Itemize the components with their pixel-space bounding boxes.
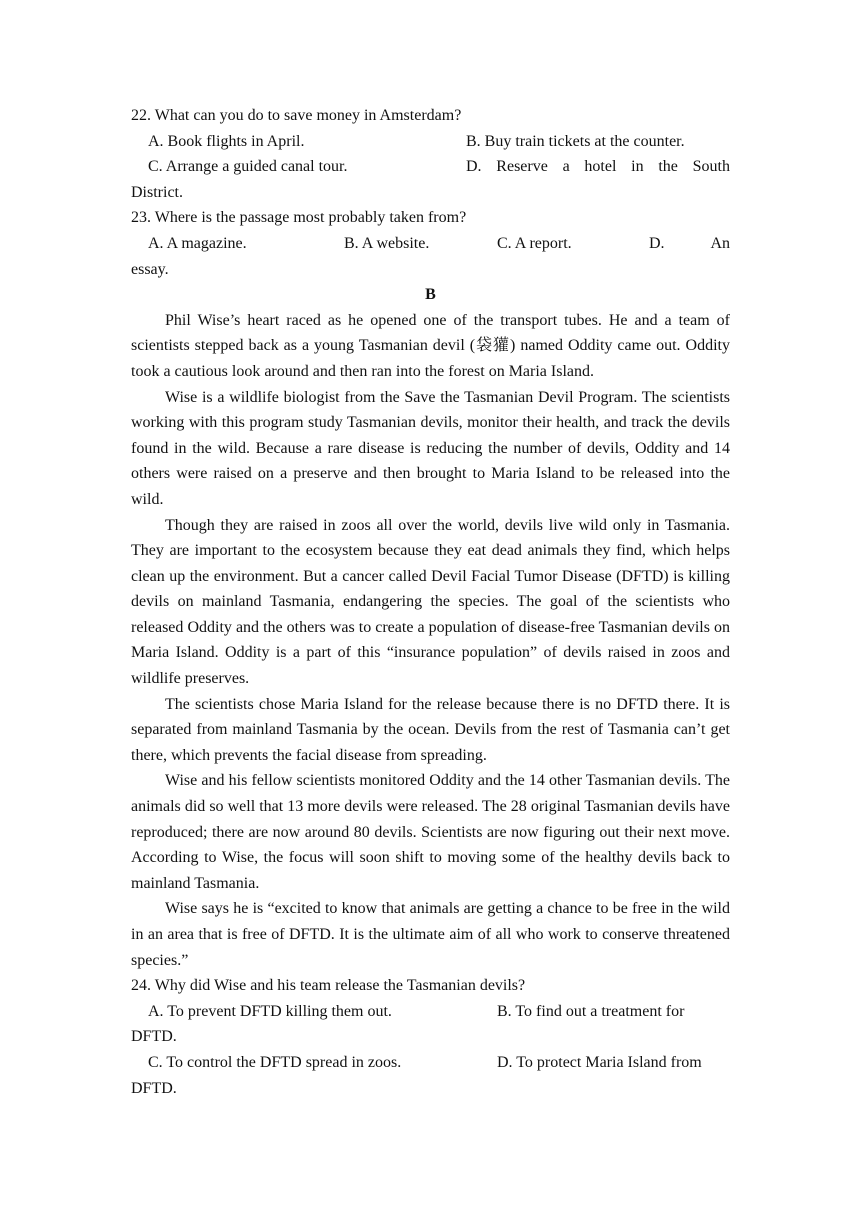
passage-paragraph-6: Wise says he is “excited to know that animals are getting a chance to be free in the wild in an area that is free of DFTD. It is the ultimate aim of all who work to conserve threatened species.” [131, 900, 730, 969]
passage-paragraph-2: Wise is a wildlife biologist from the Save the Tasmanian Devil Program. The scientists working with this program study Tasmanian devils, monitor their health, and track the devils found in the wild. Because a rare disease is reducing the number of devils, Oddity and 14 others were raised on a preserve and then brought to Maria Island to be released into the wild. [131, 388, 730, 508]
question-24-stem: 24. Why did Wise and his team release the Tasmanian devils? [131, 977, 526, 995]
passage-paragraph-3: Though they are raised in zoos all over the world, devils live wild only in Tasmania. They are important to the ecosystem because they eat dead animals they find, which helps clean up the environment. But a cancer called Devil Facial Tumor Disease (DFTD) is killing devils on mainland Tasmania, endangering the species. The goal of the scientists who released Oddity and the others was to create a population of disease-free Tasmanian devils on Maria Island. Oddity is a part of this “insurance population” of devils raised in zoos and wildlife preserves. [131, 516, 730, 688]
question-24-option-c[interactable]: C. To control the DFTD spread in zoos. [148, 1053, 402, 1071]
question-23-option-d[interactable]: D. [649, 234, 665, 252]
question-23-option-d-word: An [710, 234, 730, 252]
question-23-option-a[interactable]: A. A magazine. [148, 234, 247, 252]
question-22-options-row-2 [131, 154, 730, 180]
question-22-option-a[interactable]: A. Book flights in April. [148, 132, 305, 150]
question-22-option-c[interactable]: C. Arrange a guided canal tour. [148, 158, 348, 176]
question-24-option-b-continued: DFTD. [131, 1028, 177, 1046]
question-24-options-row-2 [131, 1050, 730, 1076]
question-22-options-row-1 [131, 129, 730, 155]
question-24-option-b[interactable]: B. To find out a treatment for [497, 1002, 685, 1020]
question-22-stem: 22. What can you do to save money in Amsterdam? [131, 107, 462, 124]
passage-paragraph-1: Phil Wise’s heart raced as he opened one of the transport tubes. He and a team of scientists stepped back as a young Tasmanian devil (袋獾) named Oddity came out. Oddity took a cautious look around and then ran into the forest on Maria Island. [131, 311, 730, 380]
question-23-stem: 23. Where is the passage most probably taken from? [131, 209, 467, 227]
exam-page [131, 103, 730, 1101]
question-24-option-d[interactable]: D. To protect Maria Island from [497, 1053, 702, 1071]
question-23-options-row [131, 231, 730, 257]
passage-paragraph-5: Wise and his fellow scientists monitored Oddity and the 14 other Tasmanian devils. The animals did so well that 13 more devils were released. The 28 original Tasmanian devils have reproduced; there are now around 80 devils. Scientists are now figuring out their next move. According to Wise, the focus will soon shift to moving some of the healthy devils back to mainland Tasmania. [131, 772, 730, 892]
question-22-option-b[interactable]: B. Buy train tickets at the counter. [466, 132, 685, 150]
question-22-option-d-continued: District. [131, 183, 183, 201]
question-23-option-c[interactable]: C. A report. [497, 234, 572, 252]
section-b-heading: B [425, 286, 436, 304]
passage-paragraph-4: The scientists chose Maria Island for the release because there is no DFTD there. It is separated from mainland Tasmania by the ocean. Devils from the rest of Tasmania can’t get there, which prevents the facial disease from spreading. [131, 695, 730, 764]
question-24-options-row-1 [131, 999, 730, 1025]
question-24-option-a[interactable]: A. To prevent DFTD killing them out. [148, 1002, 392, 1020]
question-24-option-d-continued: DFTD. [131, 1079, 177, 1097]
question-22-option-d[interactable]: D. Reserve a hotel in the South [466, 158, 730, 176]
question-23-option-b[interactable]: B. A website. [344, 234, 430, 252]
question-23-option-d-continued: essay. [131, 260, 169, 278]
